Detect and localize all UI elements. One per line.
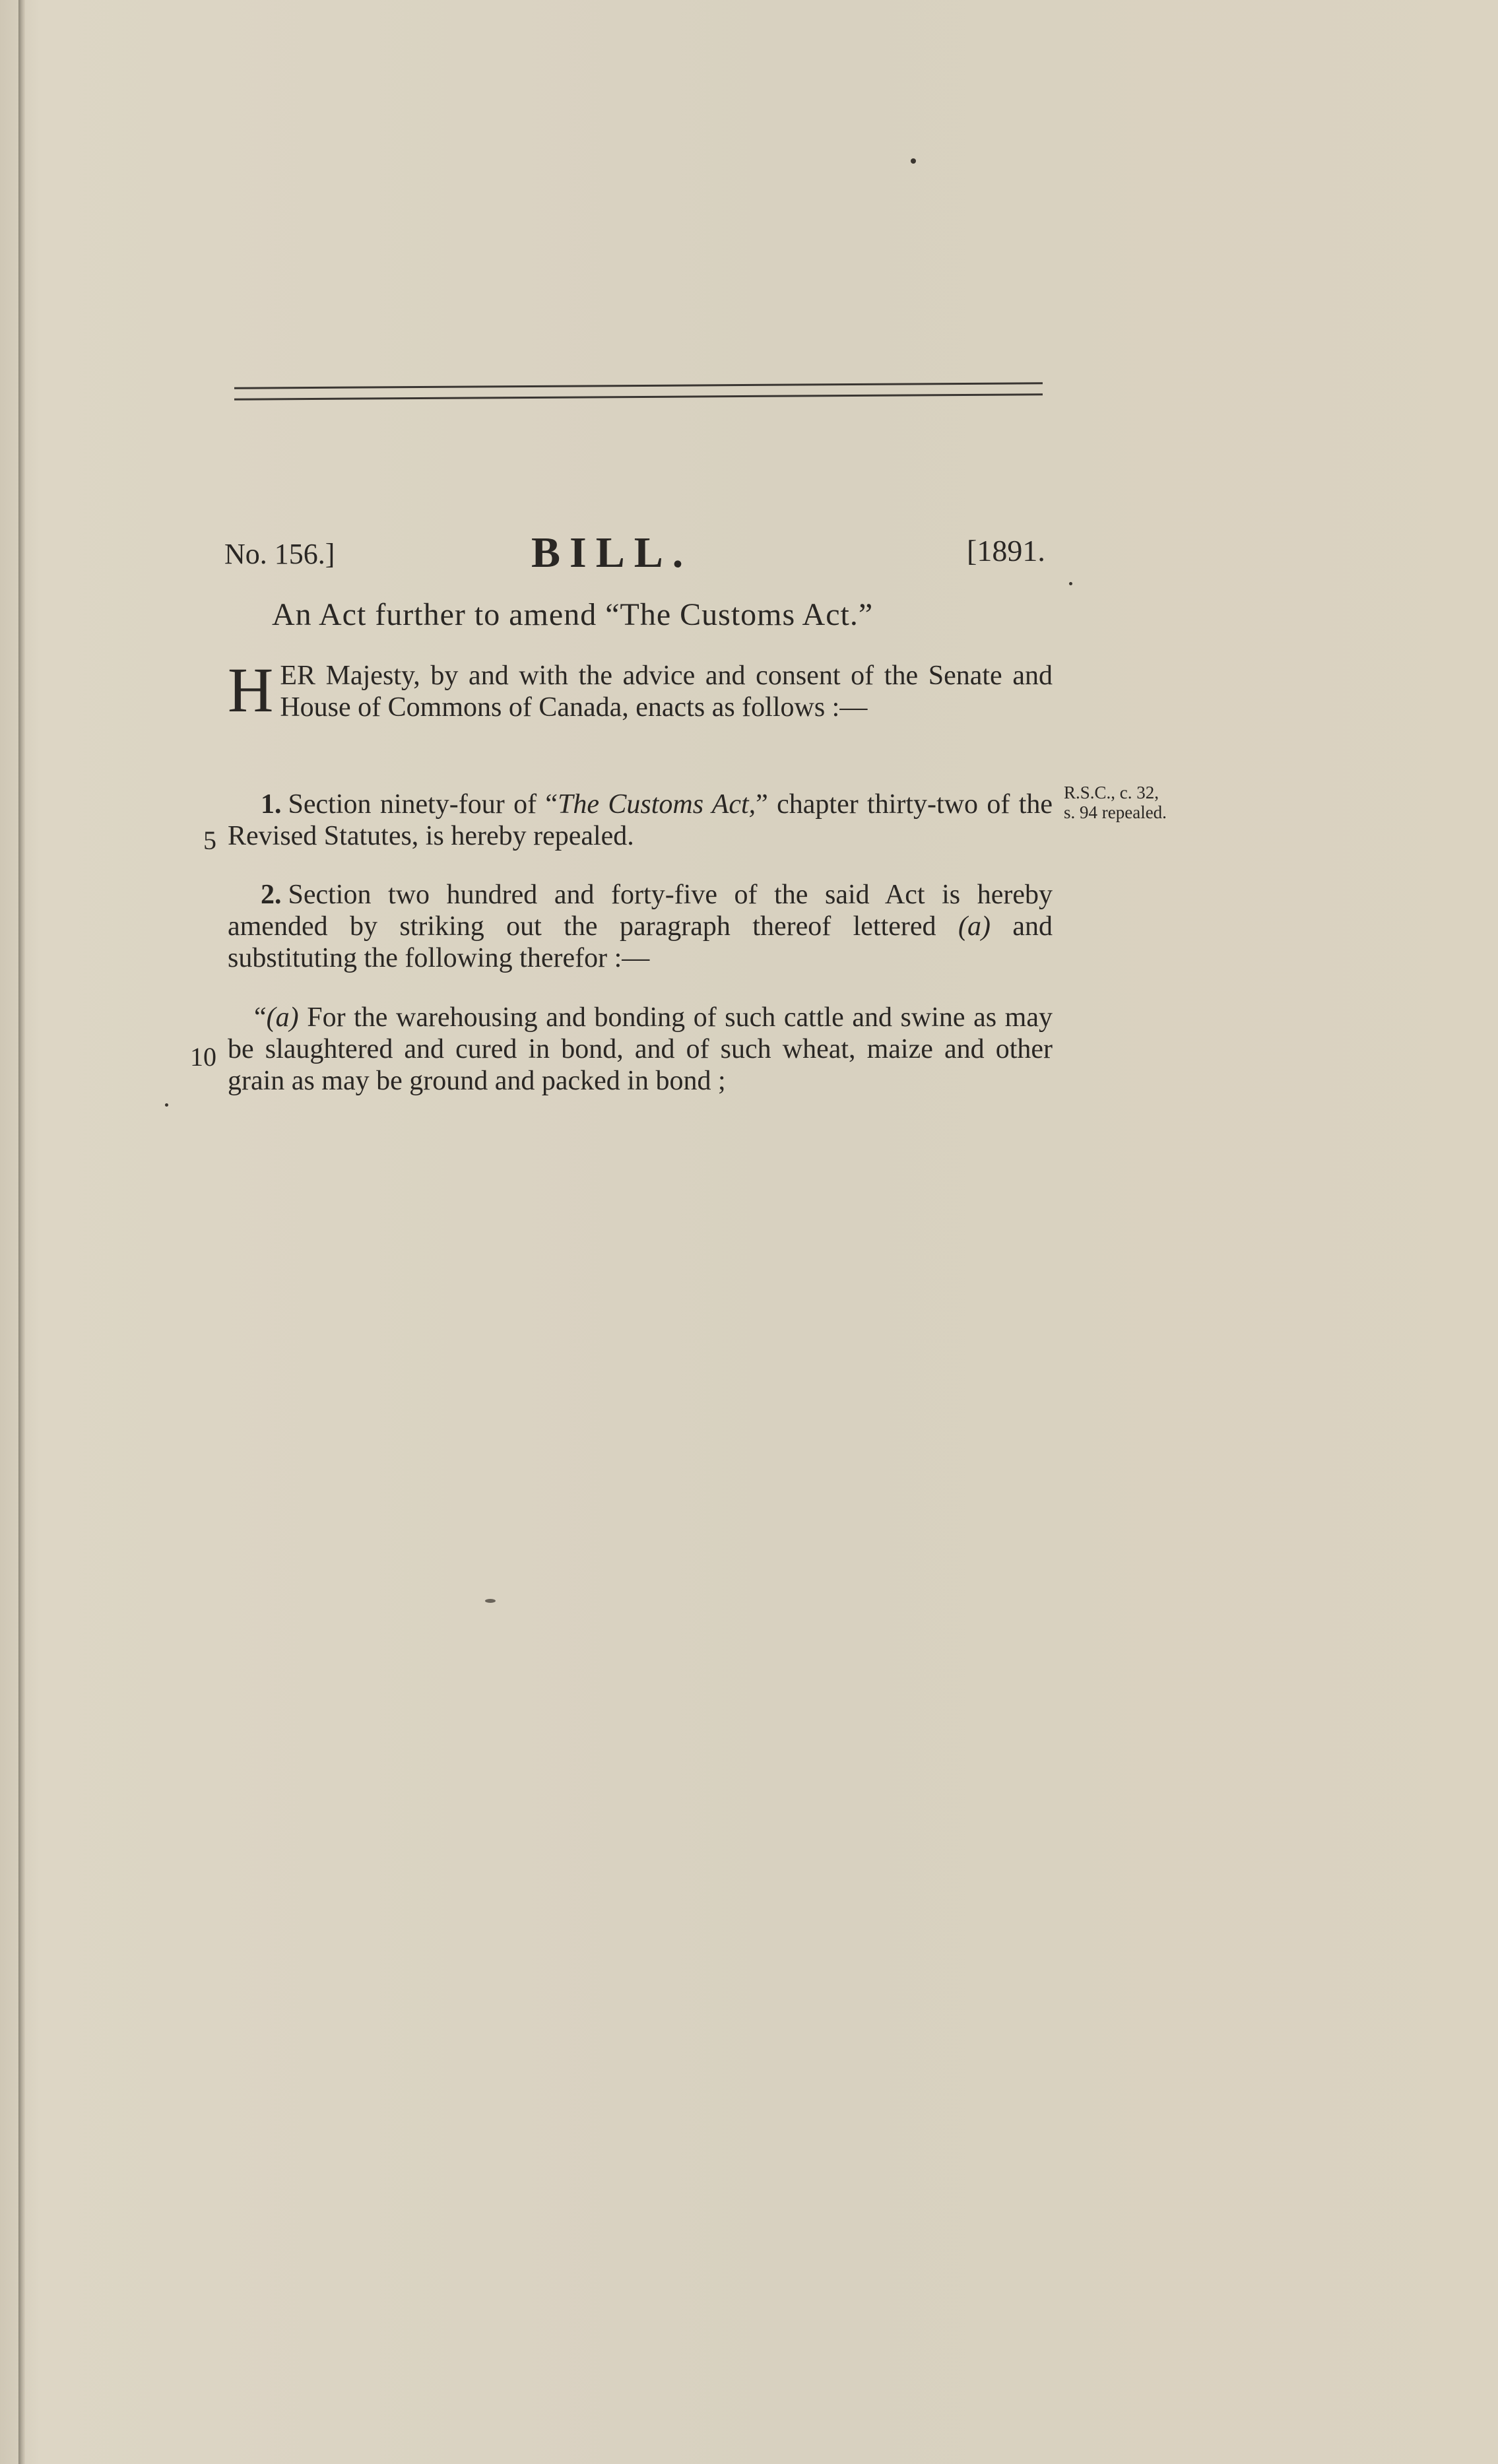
section-2-text-after: and substituting the following therefor :— (228, 911, 1053, 973)
quote-open: “ (254, 1002, 267, 1033)
section-2 (228, 879, 1053, 974)
section-1 (228, 789, 1053, 852)
section-2-number: 2. (261, 880, 282, 910)
quoted-paragraph-text: For the warehousing and bonding of such cattle and swine as may be slaughtered and cured in bond, and of such wheat, maize and other grain as may be ground and packed in bond ; (228, 1002, 1053, 1096)
margin-note-line-2: s. 94 repealed. (1064, 802, 1167, 822)
enacting-clause (228, 655, 1053, 725)
line-number-10: 10 (190, 1042, 216, 1072)
top-rule-lower (234, 393, 1043, 400)
paper-speck (485, 1599, 496, 1603)
binding-edge (18, 0, 25, 2464)
drop-cap: H (228, 655, 274, 725)
line-number-5: 5 (203, 826, 216, 855)
section-1-text-before: Section ninety-four of “ (288, 789, 558, 820)
top-rule-upper (234, 382, 1043, 389)
enacting-text: ER Majesty, by and with the advice and consent of the Senate and House of Commons of Canada, enacts as follows :— (280, 661, 1053, 723)
act-subtitle: An Act further to amend “The Customs Act.” (272, 597, 874, 632)
bill-header (224, 528, 1056, 581)
paper-speck (1069, 582, 1072, 585)
section-1-act-name: The Customs Act, (558, 789, 756, 820)
bill-year: [1891. (967, 534, 1045, 567)
section-2-paragraph-label: (a) (958, 911, 991, 942)
quoted-paragraph-label: (a) (266, 1002, 299, 1033)
margin-note-section-1 (1064, 783, 1216, 822)
margin-note-line-1: R.S.C., c. 32, (1064, 783, 1159, 802)
section-1-text-after: ” chapter thirty-two of the Revised Statutes, is hereby repealed. (228, 789, 1053, 851)
paper-speck (165, 1103, 168, 1107)
bill-number: No. 156.] (224, 538, 335, 570)
section-2-text-before: Section two hundred and forty-five of the said Act is hereby amended by striking out the paragraph thereof lettered (228, 880, 1053, 942)
paper-speck (911, 158, 916, 164)
bill-title: BILL. (531, 529, 693, 577)
quoted-paragraph (228, 1002, 1053, 1097)
section-1-number: 1. (261, 789, 282, 820)
